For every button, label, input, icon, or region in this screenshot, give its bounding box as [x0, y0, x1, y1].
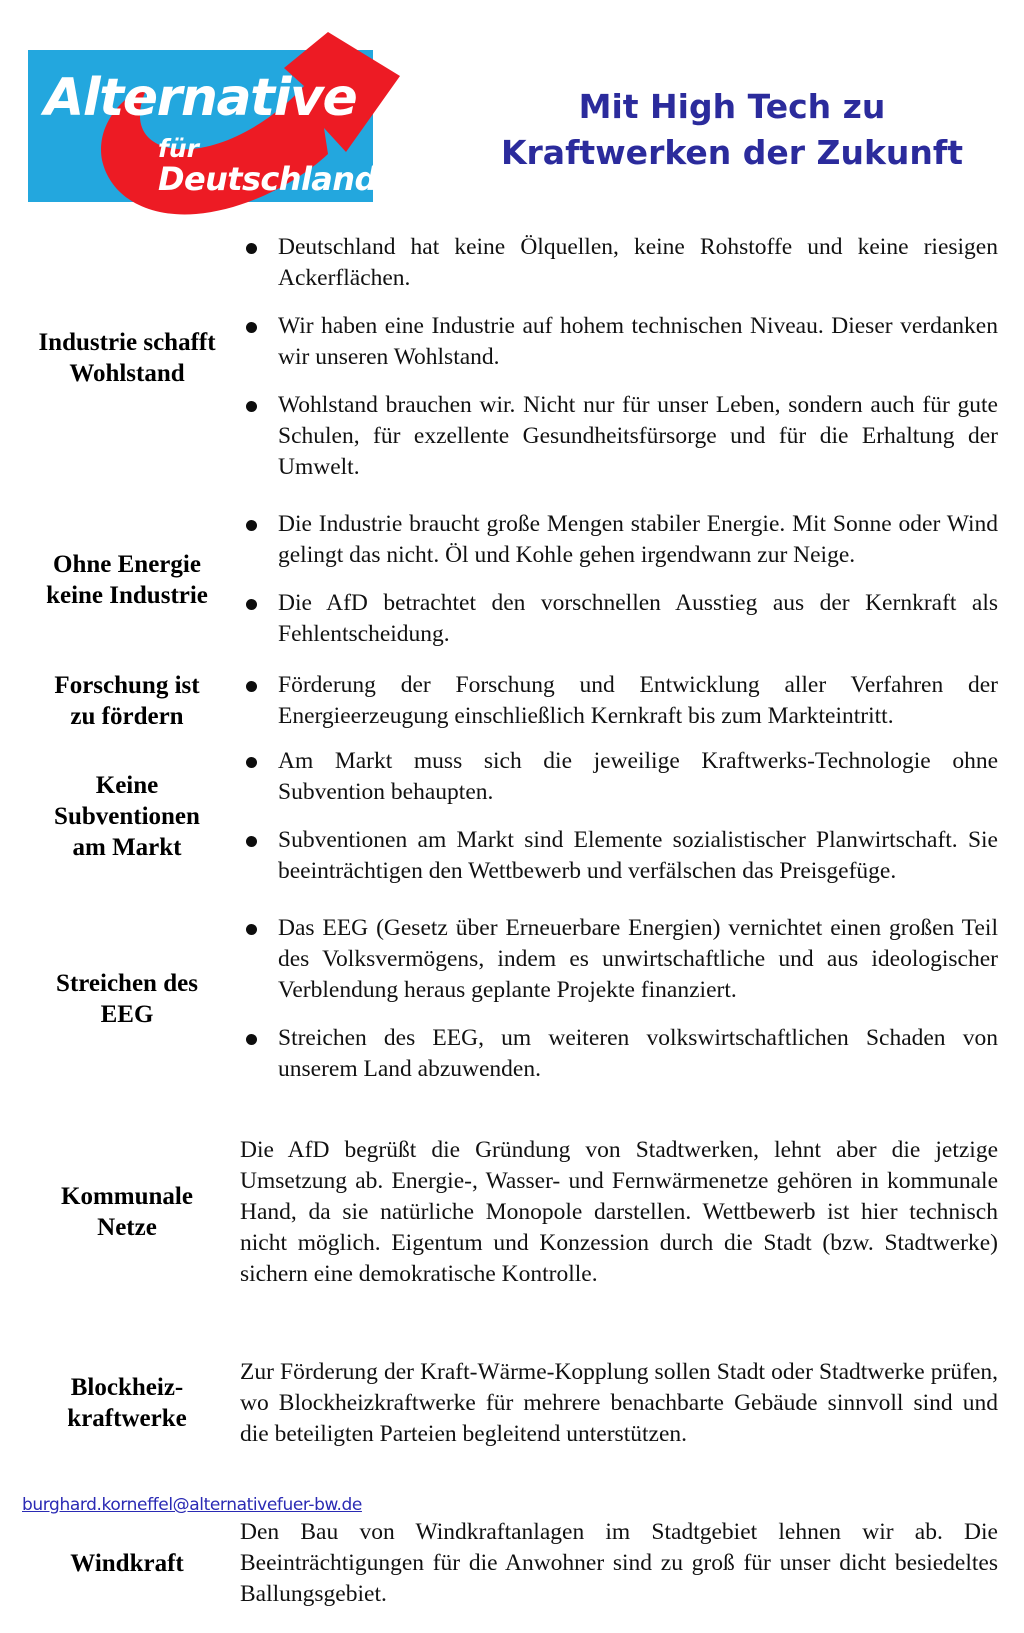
- list-item: [236, 746, 1024, 808]
- list-item: [236, 913, 1024, 1006]
- section-heading-line: Industrie schafft: [38, 328, 216, 356]
- section-heading-line: Wohlstand: [69, 359, 185, 387]
- section-kommunale-netze: [0, 1111, 1024, 1313]
- section-body: [236, 232, 1024, 483]
- list-item: [236, 670, 1024, 732]
- bullet-dot-icon: [246, 243, 257, 254]
- section-body: [236, 1111, 1024, 1313]
- section-heading-line: keine Industrie: [46, 581, 208, 609]
- section-heading: [0, 1372, 236, 1434]
- section-body: [236, 509, 1024, 650]
- section-heading-line: am Markt: [72, 834, 182, 861]
- section-keine-subventionen-am-markt: [0, 746, 1024, 887]
- section-heading: [0, 1181, 236, 1243]
- bullet-list: [236, 913, 1024, 1085]
- section-heading-line: Keine: [95, 772, 159, 799]
- section-heading-line: Windkraft: [70, 1549, 184, 1577]
- section-heading-line: Streichen des: [56, 970, 198, 997]
- section-heading-line: Forschung ist: [54, 672, 200, 699]
- bullet-dot-icon: [246, 599, 257, 610]
- section-industrie-schafft-wohlstand: [0, 232, 1024, 483]
- bullet-dot-icon: [246, 322, 257, 333]
- section-forschung-ist-zu-foerdern: [0, 670, 1024, 732]
- page-title: [440, 84, 1024, 176]
- list-item-text: Subventionen am Markt sind Elemente sozialistischer Planwirtschaft. Sie beeinträchtigen den Wettbewerb und verfälschen das Preisgefüge.: [278, 827, 998, 884]
- bullet-dot-icon: [246, 1034, 257, 1045]
- bullet-list: [236, 232, 1024, 483]
- bullet-list: [236, 746, 1024, 887]
- section-heading: [0, 327, 236, 389]
- list-item: [236, 509, 1024, 571]
- document-header: [0, 0, 1024, 232]
- section-body: [236, 913, 1024, 1085]
- section-body: [236, 670, 1024, 732]
- paragraph-text: Zur Förderung der Kraft-Wärme-Kopplung sollen Stadt oder Stadtwerke prüfen, wo Blockheizkraftwerke für mehrere benachbarte Gebäude sinnvoll sind und die beteiligten Parteien begleitend unterstützen.: [240, 1358, 998, 1447]
- logo-text-alternative: Alternative: [44, 68, 357, 128]
- section-heading-line: Subventionen: [54, 803, 200, 830]
- section-heading-line: Kommunale: [61, 1183, 193, 1210]
- list-item: [236, 825, 1024, 887]
- section-heading-line: kraftwerke: [67, 1405, 187, 1432]
- section-heading: [0, 968, 236, 1030]
- list-item: [236, 1023, 1024, 1085]
- list-item: [236, 588, 1024, 650]
- section-heading: [0, 670, 236, 732]
- list-item-text: Am Markt muss sich die jeweilige Kraftwerks-Technologie ohne Subvention behaupten.: [278, 748, 998, 805]
- afd-party-logo: [28, 24, 418, 220]
- section-heading-line: zu fördern: [70, 703, 184, 730]
- bullet-dot-icon: [246, 924, 257, 935]
- bullet-dot-icon: [246, 401, 257, 412]
- bullet-dot-icon: [246, 757, 257, 768]
- section-heading: [0, 770, 236, 863]
- paragraph-text: Die AfD begrüßt die Gründung von Stadtwerken, lehnt aber die jetzige Umsetzung ab. Energie-, Wasser- und Fernwärmenetze gehören in kommunale Hand, da sie natürliche Monopole darstellen. Wettbewerb ist hier technisch nicht möglich. Eigentum und Konzession durch die Stadt (bzw. Stadtwerke) sichern eine demokratische Kontrolle.: [240, 1136, 998, 1287]
- list-item-text: Das EEG (Gesetz über Erneuerbare Energien) vernichtet einen großen Teil des Volksvermögens, indem es unwirtschaftliche und aus ideologischer Verblendung heraus geplante Projekte finanziert.: [278, 915, 998, 1003]
- list-item: [236, 311, 1024, 373]
- list-item-text: Förderung der Forschung und Entwicklung aller Verfahren der Energieerzeugung einschließlich Kernkraft bis zum Markteintritt.: [278, 672, 998, 729]
- list-item-text: Wir haben eine Industrie auf hohem technischen Niveau. Dieser verdanken wir unseren Wohlstand.: [278, 313, 998, 370]
- bullet-dot-icon: [246, 520, 257, 531]
- paragraph-text: Den Bau von Windkraftanlagen im Stadtgebiet lehnen wir ab. Die Beeinträchtigungen für die Anwohner sind zu groß für unser dicht besiedeltes Ballungsgebiet.: [240, 1518, 998, 1607]
- list-item: [236, 390, 1024, 483]
- list-item-text: Die AfD betrachtet den vorschnellen Ausstieg aus der Kernkraft als Fehlentscheidung.: [278, 590, 998, 647]
- section-heading-line: Blockheiz-: [70, 1374, 184, 1401]
- list-item-text: Deutschland hat keine Ölquellen, keine Rohstoffe und keine riesigen Ackerflächen.: [278, 234, 998, 291]
- document-content: [0, 232, 1024, 1633]
- section-heading-line: EEG: [100, 1001, 154, 1028]
- section-body: [236, 746, 1024, 887]
- section-heading: [0, 549, 236, 611]
- page-title-line-1: Mit High Tech zu: [578, 87, 886, 126]
- section-blockheizkraftwerke: [0, 1333, 1024, 1473]
- section-heading-line: Ohne Energie: [53, 550, 201, 578]
- section-body: [236, 1333, 1024, 1473]
- contact-email-link[interactable]: burghard.korneffel@alternativefuer-bw.de: [22, 1495, 362, 1515]
- page-title-line-2: Kraftwerken der Zukunft: [500, 133, 964, 172]
- bullet-list: [236, 509, 1024, 650]
- list-item: [236, 232, 1024, 294]
- list-item-text: Die Industrie braucht große Mengen stabiler Energie. Mit Sonne oder Wind gelingt das nicht. Öl und Kohle gehen irgendwann zur Neige.: [278, 511, 998, 568]
- section-streichen-des-eeg: [0, 913, 1024, 1085]
- logo-text-fuer: für: [158, 134, 200, 163]
- list-item-text: Wohlstand brauchen wir. Nicht nur für unser Leben, sondern auch für gute Schulen, für exzellente Gesundheitsfürsorge und für die Erhaltung der Umwelt.: [278, 392, 998, 480]
- list-item-text: Streichen des EEG, um weiteren volkswirtschaftlichen Schaden von unserem Land abzuwenden.: [278, 1025, 998, 1082]
- section-heading: [0, 1548, 236, 1579]
- section-heading-line: Netze: [97, 1214, 157, 1241]
- section-ohne-energie-keine-industrie: [0, 509, 1024, 650]
- bullet-list: [236, 670, 1024, 732]
- bullet-dot-icon: [246, 681, 257, 692]
- bullet-dot-icon: [246, 836, 257, 847]
- logo-text-deutschland: Deutschland: [158, 160, 377, 198]
